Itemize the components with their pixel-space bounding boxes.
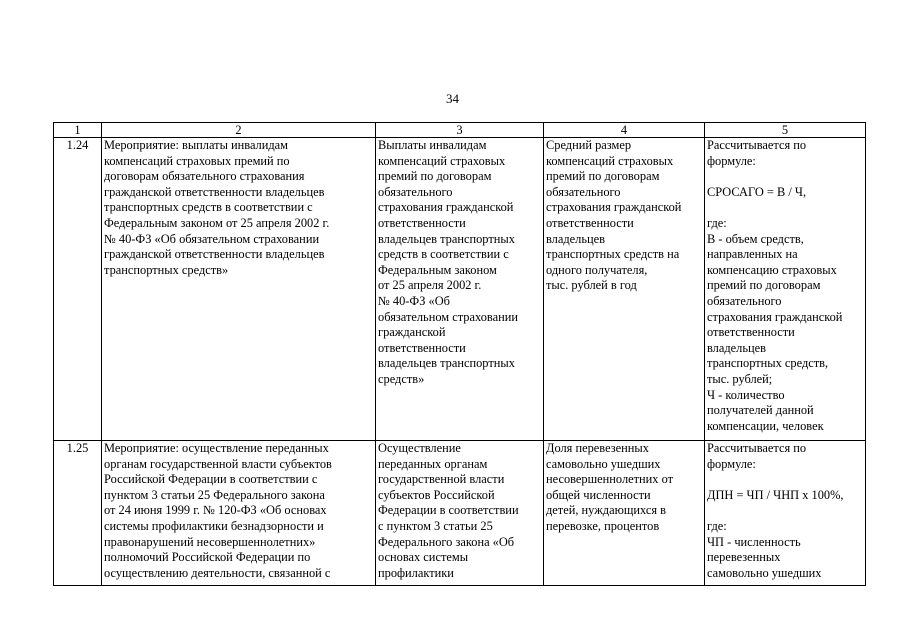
cell-text-line: ЧП - численность: [707, 534, 801, 549]
measure-description-cell: [102, 441, 376, 586]
cell-text-line: полномочий Российской Федерации по: [104, 550, 311, 565]
cell-text-line: самовольно ушедших: [707, 565, 822, 580]
cell-text-line: пунктом 3 статьи 25 Федерального закона: [104, 487, 325, 502]
cell-text-line: договорам обязательного страхования: [104, 169, 305, 184]
cell-text-line: Мероприятие: выплаты инвалидам: [104, 138, 289, 152]
cell-text-line: компенсаций страховых премий по: [104, 153, 290, 168]
cell-text-line: Мероприятие: осуществление переданных: [104, 441, 329, 455]
cell-text-line: обязательного: [546, 184, 621, 199]
cell-text-line: ответственности: [546, 215, 634, 230]
cell-text-line: № 40-ФЗ «Об: [378, 293, 450, 308]
cell-text-line: правонарушений несовершеннолетних»: [104, 534, 316, 549]
cell-text-line: компенсации, человек: [707, 418, 824, 433]
cell-text-line: премий по договорам: [378, 169, 492, 184]
cell-text-line: владельцев транспортных: [378, 231, 515, 246]
column-header-4: 4: [544, 123, 705, 138]
cell-text-line: направленных на: [707, 247, 798, 262]
cell-text-line: перевозке, процентов: [546, 518, 660, 533]
cell-text-line: детей, нуждающихся в: [546, 503, 666, 518]
column-header-5: 5: [705, 123, 866, 138]
calculation-method-cell: [705, 441, 866, 586]
cell-text-line: государственной власти: [378, 472, 505, 487]
table-header-row: [54, 123, 866, 138]
cell-text-line: ответственности: [707, 325, 795, 340]
cell-text-line: Выплаты инвалидам: [378, 138, 487, 152]
cell-text-line: одного получателя,: [546, 262, 648, 277]
cell-text-line: общей численности: [546, 487, 651, 502]
cell-text-line: формуле:: [707, 456, 756, 471]
cell-text-line: основах системы: [378, 550, 469, 565]
cell-text-line: компенсаций страховых: [546, 153, 674, 168]
cell-text-line: Доля перевезенных: [546, 441, 649, 455]
cell-text-line: владельцев: [546, 231, 605, 246]
cell-text-line: Федерального закона «Об: [378, 534, 515, 549]
cell-text-line: Федеральным законом от 25 апреля 2002 г.: [104, 215, 330, 230]
cell-text-line: обязательном страховании: [378, 309, 518, 324]
table-row: [54, 138, 866, 441]
row-number: 1.25: [54, 441, 102, 586]
column-header-2: 2: [102, 123, 376, 138]
cell-text-line: [707, 200, 863, 216]
cell-text-line: от 25 апреля 2002 г.: [378, 278, 482, 293]
cell-text-line: обязательного: [707, 293, 782, 308]
cell-text-line: транспортных средств в соответствии с: [104, 200, 313, 215]
cell-text-line: № 40-ФЗ «Об обязательном страховании: [104, 231, 320, 246]
cell-text-line: гражданской: [378, 325, 446, 340]
cell-text-line: где:: [707, 215, 727, 230]
cell-text-line: тыс. рублей;: [707, 371, 773, 386]
cell-text-line: премий по договорам: [707, 278, 821, 293]
cell-text-line: органам государственной власти субъектов: [104, 456, 332, 471]
cell-text-line: профилактики: [378, 565, 454, 580]
cell-text-line: несовершеннолетних от: [546, 472, 674, 487]
cell-text-line: переданных органам: [378, 456, 488, 471]
calculation-method-cell: [705, 138, 866, 441]
cell-text-line: премий по договорам: [546, 169, 660, 184]
cell-text-line: субъектов Российской: [378, 487, 495, 502]
cell-text-line: ответственности: [378, 340, 466, 355]
cell-text-line: [707, 169, 863, 185]
cell-text-line: [707, 472, 863, 488]
cell-text-line: получателей данной: [707, 403, 814, 418]
cell-text-line: страхования гражданской: [707, 309, 843, 324]
cell-text-line: транспортных средств на: [546, 247, 680, 262]
cell-text-line: компенсаций страховых: [378, 153, 506, 168]
cell-text-line: ответственности: [378, 215, 466, 230]
cell-text-line: Российской Федерации в соответствии с: [104, 472, 318, 487]
cell-text-line: Федеральным законом: [378, 262, 497, 277]
cell-text-line: системы профилактики безнадзорности и: [104, 518, 324, 533]
cell-text-line: Рассчитывается по: [707, 138, 807, 152]
cell-text-line: Федерации в соответствии: [378, 503, 519, 518]
cell-text-line: гражданской ответственности владельцев: [104, 184, 325, 199]
cell-text-line: страхования гражданской: [378, 200, 514, 215]
row-number: 1.24: [54, 138, 102, 441]
cell-text-line: владельцев: [707, 340, 766, 355]
indicator-definition-cell: [544, 441, 705, 586]
cell-text-line: [707, 503, 863, 519]
cell-text-line: Рассчитывается по: [707, 441, 807, 455]
cell-text-line: Осуществление: [378, 441, 461, 455]
indicator-name-cell: [376, 138, 544, 441]
cell-text-line: Средний размер: [546, 138, 632, 152]
cell-text-line: Ч - количество: [707, 387, 785, 402]
measure-description-cell: [102, 138, 376, 441]
cell-text-line: от 24 июня 1999 г. № 120-ФЗ «Об основах: [104, 503, 327, 518]
cell-text-line: транспортных средств»: [104, 262, 229, 277]
cell-text-line: транспортных средств,: [707, 356, 829, 371]
column-header-3: 3: [376, 123, 544, 138]
indicators-table: [53, 122, 866, 586]
cell-text-line: В - объем средств,: [707, 231, 804, 246]
cell-text-line: средств»: [378, 371, 425, 386]
cell-text-line: тыс. рублей в год: [546, 278, 637, 293]
cell-text-line: осуществлению деятельности, связанной с: [104, 565, 331, 580]
cell-text-line: средств в соответствии с: [378, 247, 509, 262]
cell-text-line: самовольно ушедших: [546, 456, 661, 471]
cell-text-line: компенсацию страховых: [707, 262, 837, 277]
cell-text-line: гражданской ответственности владельцев: [104, 247, 325, 262]
table-row: [54, 441, 866, 586]
indicator-definition-cell: [544, 138, 705, 441]
cell-text-line: где:: [707, 518, 727, 533]
page-number: 34: [446, 91, 459, 106]
cell-text-line: страхования гражданской: [546, 200, 682, 215]
cell-text-line: обязательного: [378, 184, 453, 199]
cell-text-line: ДПН = ЧП / ЧНП х 100%,: [707, 487, 844, 502]
indicator-name-cell: [376, 441, 544, 586]
cell-text-line: владельцев транспортных: [378, 356, 515, 371]
cell-text-line: формуле:: [707, 153, 756, 168]
column-header-1: 1: [54, 123, 102, 138]
cell-text-line: СРОСАГО = В / Ч,: [707, 184, 807, 199]
cell-text-line: с пунктом 3 статьи 25: [378, 518, 493, 533]
cell-text-line: перевезенных: [707, 550, 781, 565]
